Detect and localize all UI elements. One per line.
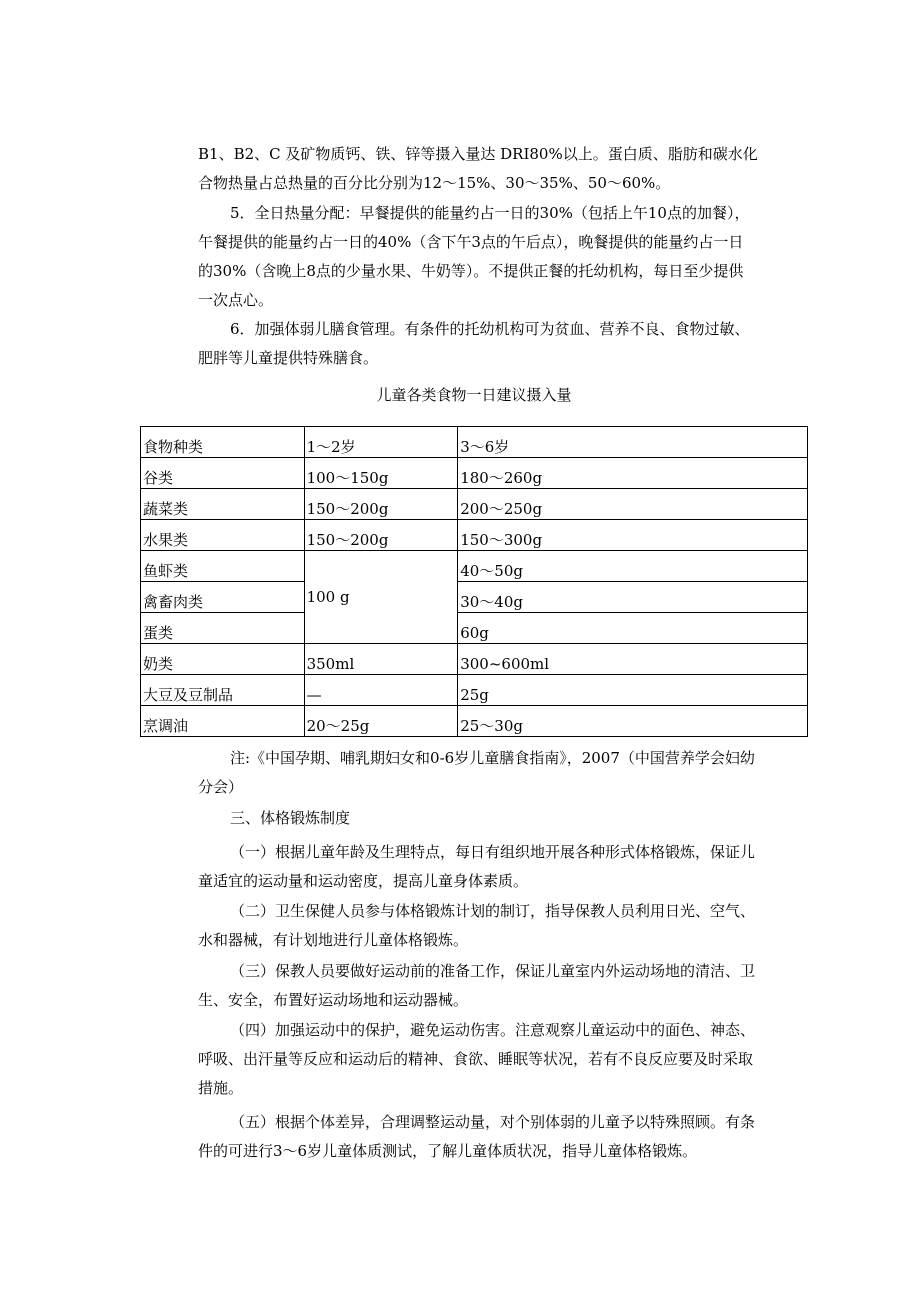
table-cell: 25g xyxy=(458,675,808,706)
section-item: （三）保教人员要做好运动前的准备工作，保证儿童室内外运动场地的清洁、卫生、安全，布置好运动场地和运动器械。 xyxy=(198,962,756,1009)
section-item: （五）根据个体差异，合理调整运动量，对个别体弱的儿童予以特殊照顾。有条件的可进行3～6岁儿童体质测试，了解儿童体质状况，指导儿童体格锻炼。 xyxy=(198,1113,756,1160)
table-header-row xyxy=(141,427,808,458)
table-note: 注:《中国孕期、哺乳期妇女和0-6岁儿童膳食指南》，2007（中国营养学会妇幼分会） xyxy=(198,749,755,796)
table-row xyxy=(141,644,808,675)
section-heading: 三、体格锻炼制度 xyxy=(230,809,351,827)
table-cell: 150～300g xyxy=(458,520,808,551)
table-cell: 180～260g xyxy=(458,458,808,489)
table-cell: 鱼虾类 xyxy=(141,551,305,582)
table-cell: 20～25g xyxy=(304,706,458,737)
section-item: （四）加强运动中的保护，避免运动伤害。注意观察儿童运动中的面色、神态、呼吸、出汗量等反应和运动后的精神、食欲、睡眠等状况，若有不良反应要及时采取措施。 xyxy=(198,1021,756,1097)
table-row xyxy=(141,489,808,520)
paragraph-energy-distribution: 5．全日热量分配：早餐提供的能量约占一日的30%（包括上午10点的加餐），午餐提供的能量约占一日的40%（含下午3点的午后点），晚餐提供的能量约占一日的30%（含晚上8点的少量水果、牛奶等）。不提供正餐的托幼机构，每日至少提供一次点心。 xyxy=(198,204,750,309)
table-row xyxy=(141,613,808,644)
food-intake-table xyxy=(140,426,808,737)
table-cell: 禽畜肉类 xyxy=(141,582,305,613)
table-cell: 蛋类 xyxy=(141,613,305,644)
table-cell: 25～30g xyxy=(458,706,808,737)
header-cell: 食物种类 xyxy=(141,427,305,458)
table-cell: 谷类 xyxy=(141,458,305,489)
table-cell: 大豆及豆制品 xyxy=(141,675,305,706)
table-cell: 烹调油 xyxy=(141,706,305,737)
header-cell: 3～6岁 xyxy=(458,427,808,458)
paragraph-weak-children-diet: 6．加强体弱儿膳食管理。有条件的托幼机构可为贫血、营养不良、食物过敏、肥胖等儿童提供特殊膳食。 xyxy=(198,320,750,367)
table-cell: 100～150g xyxy=(304,458,458,489)
table-row xyxy=(141,582,808,613)
header-cell: 1～2岁 xyxy=(304,427,458,458)
table-cell: 30～40g xyxy=(458,582,808,613)
merged-cell: 100 g xyxy=(304,551,458,644)
paragraph-nutrient-ratio: B1、B2、C 及矿物质钙、铁、锌等摄入量达 DRI80%以上。蛋白质、脂肪和碳水化合物热量占总热量的百分比分别为12～15%、30～35%、50～60%。 xyxy=(198,145,758,192)
table-cell: — xyxy=(304,675,458,706)
table-row xyxy=(141,520,808,551)
table-cell: 蔬菜类 xyxy=(141,489,305,520)
section-item: （一）根据儿童年龄及生理特点，每日有组织地开展各种形式体格锻炼，保证儿童适宜的运动量和运动密度，提高儿童身体素质。 xyxy=(198,843,756,890)
table-row xyxy=(141,551,808,582)
table-cell: 40～50g xyxy=(458,551,808,582)
table-cell: 300~600ml xyxy=(458,644,808,675)
table-row xyxy=(141,675,808,706)
table-title: 儿童各类食物一日建议摄入量 xyxy=(376,386,572,404)
table-cell: 150～200g xyxy=(304,489,458,520)
table-cell: 水果类 xyxy=(141,520,305,551)
table-cell: 60g xyxy=(458,613,808,644)
table-cell: 200～250g xyxy=(458,489,808,520)
table-row xyxy=(141,458,808,489)
section-item: （二）卫生保健人员参与体格锻炼计划的制订，指导保教人员利用日光、空气、水和器械，有计划地进行儿童体格锻炼。 xyxy=(198,902,756,949)
table-cell: 奶类 xyxy=(141,644,305,675)
table-row xyxy=(141,706,808,737)
table-cell: 350ml xyxy=(304,644,458,675)
table-cell: 150～200g xyxy=(304,520,458,551)
